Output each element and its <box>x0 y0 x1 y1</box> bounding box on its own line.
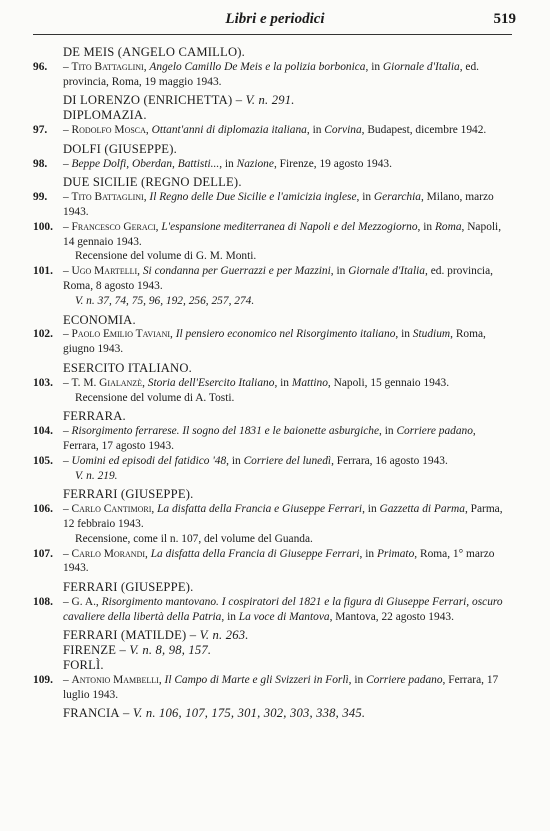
entry-note: Recensione del volume di A. Tosti. <box>75 391 235 404</box>
entry-author: Ugo Martelli <box>71 265 138 278</box>
entry-text: , in <box>356 191 374 204</box>
entry-text: – <box>63 503 72 516</box>
entry-title: Il Regno delle Due Sicilie e l'amicizia inglese <box>149 191 357 204</box>
heading-text: DOLFI (GIUSEPPE). <box>63 141 177 156</box>
heading-text: DUE SICILIE (REGNO DELLE). <box>63 175 242 190</box>
entry-title: Primato <box>376 547 415 560</box>
entry-author: Francesco Geraci <box>71 220 156 233</box>
entry-number: 99. <box>33 191 48 204</box>
entry-text: , in <box>362 503 380 516</box>
entry-author: Tito Battaglini <box>71 60 144 73</box>
entry-text: , Mantova, 22 agosto 1943. <box>329 610 454 623</box>
entry-text: , Roma, giugno 1943. <box>63 328 486 356</box>
entry-title: Ottant'anni di diplomazia italiana <box>151 123 307 136</box>
section-heading <box>63 108 508 123</box>
entry-text: – <box>63 425 72 438</box>
entry-author: Carlo Cantimori <box>71 503 152 516</box>
bibliography-entry <box>33 157 508 172</box>
bibliography-entry <box>33 123 508 138</box>
entry-text: , Napoli, 14 gennaio 1943. <box>63 220 502 248</box>
entry-title: Storia dell'Esercito Italiano <box>147 376 275 389</box>
cross-reference: V. n. 219. <box>75 469 118 482</box>
section-heading <box>63 313 508 328</box>
entry-text: – <box>63 547 72 560</box>
entry-text: , Napoli, 15 gennaio 1943. <box>327 376 450 389</box>
entry-text: , in <box>221 610 239 623</box>
cross-reference: – V. n. 291. <box>232 93 295 108</box>
bibliography-entry <box>33 327 508 357</box>
entry-note: Recensione del volume di G. M. Monti. <box>75 250 257 263</box>
entry-number: 101. <box>33 265 53 278</box>
entry-number: 108. <box>33 595 53 608</box>
entry-text: , Budapest, dicembre 1942. <box>361 123 487 136</box>
entry-text: , in <box>359 547 377 560</box>
section-heading <box>63 706 508 721</box>
page-number: 519 <box>493 11 516 27</box>
entry-title: Risorgimento mantovano. I cospiratori del 1821 e la figura di Giuseppe Ferrari, oscuro cavaliere della libertà della Patria <box>63 595 503 623</box>
section-heading <box>63 361 508 376</box>
entry-text: , in <box>226 454 244 467</box>
section-heading <box>63 580 508 595</box>
entry-text: , <box>145 547 151 560</box>
section-heading <box>63 409 508 424</box>
entry-text: , in <box>379 425 397 438</box>
entry-text: , Parma, 12 febbraio 1943. <box>63 503 503 530</box>
entry-text: , Firenze, 19 agosto 1943. <box>273 157 392 170</box>
entry-title: Nazione <box>236 157 274 170</box>
running-header <box>0 0 550 30</box>
entry-text: , Ferrara, 16 agosto 1943. <box>331 454 448 467</box>
entry-text: – <box>63 191 72 204</box>
bibliography-entry <box>33 376 508 391</box>
heading-text: FERRARA. <box>63 409 126 424</box>
entry-title: Il pensiero economico nel Risorgimento italiano <box>175 328 396 341</box>
entry-author: Tito Battaglini <box>71 191 144 204</box>
entry-text: – <box>63 60 72 73</box>
entry-text: – <box>63 123 72 136</box>
heading-text: FERRARI (GIUSEPPE). <box>63 487 194 502</box>
cross-reference: V. n. 37, 74, 75, 96, 192, 256, 257, 274. <box>75 294 255 307</box>
entry-number: 97. <box>33 123 48 136</box>
section-heading <box>63 628 508 643</box>
entry-text: , <box>145 123 152 136</box>
entry-text: , ed. provincia, Roma, 8 agosto 1943. <box>63 265 494 292</box>
entry-title: Angelo Camillo De Meis e la polizia borbonica <box>149 60 366 73</box>
entry-title: Giornale d'Italia <box>348 265 425 278</box>
section-heading <box>63 93 508 108</box>
entry-text: , Ferrara, 17 luglio 1943. <box>63 673 499 701</box>
entry-number: 102. <box>33 328 53 341</box>
entry-title: Corriere padano <box>396 425 473 438</box>
entry-text: , in <box>330 265 349 278</box>
entry-title: Risorgimento ferrarese. Il sogno del 1831 e le baionette asburgiche <box>71 425 380 438</box>
bibliography-entry <box>33 502 508 532</box>
section-heading <box>63 142 508 157</box>
entry-title: Roma <box>434 220 462 233</box>
entry-text: , Milano, marzo 1943. <box>63 191 494 218</box>
entry-text: , <box>158 673 165 686</box>
bibliography-entry <box>33 220 508 250</box>
entry-text: , in <box>417 220 435 233</box>
heading-text: DIPLOMAZIA. <box>63 108 147 123</box>
entry-number: 100. <box>33 220 53 233</box>
entry-text: , <box>155 220 162 233</box>
entry-text: , ed. provincia, Roma, 19 maggio 1943. <box>63 60 480 88</box>
entry-title: La disfatta della Francia di Giuseppe Ferrari <box>150 547 360 560</box>
entry-text: – <box>63 328 72 341</box>
entry-text: , in <box>274 376 292 389</box>
entry-text: , Roma, 1° marzo 1943. <box>63 547 495 575</box>
entry-number: 106. <box>33 503 53 516</box>
entry-title: Mattino <box>291 376 328 389</box>
entry-title: L'espansione mediterranea di Napoli e del Mezzogiorno <box>161 220 418 233</box>
bibliography-entry <box>33 424 508 454</box>
cross-reference: – V. n. 8, 98, 157. <box>116 643 212 658</box>
entry-author: T. M. Gialanzè <box>71 376 143 389</box>
entry-number: 109. <box>33 673 53 686</box>
heading-text: DI LORENZO (ENRICHETTA) <box>63 93 233 108</box>
heading-text: FERRARI (GIUSEPPE). <box>63 580 194 595</box>
entry-text: , <box>143 60 150 73</box>
entry-number: 107. <box>33 547 53 560</box>
entry-text: , in <box>306 123 325 136</box>
section-heading <box>63 658 508 673</box>
heading-text: FERRARI (MATILDE) <box>63 628 187 643</box>
entry-text: , <box>142 376 148 389</box>
heading-text: ECONOMIA. <box>63 312 136 327</box>
entry-title: Corvina <box>324 123 362 136</box>
entry-note: Recensione, come il n. 107, del volume del Guanda. <box>75 532 313 545</box>
entry-text: , in <box>348 673 367 686</box>
entry-title: Uomini ed episodi del fatidico '48 <box>71 454 227 467</box>
entry-title: Corriere padano <box>366 673 443 686</box>
entry-author: Antonio Mambelli <box>71 673 159 686</box>
section-heading <box>63 175 508 190</box>
entry-title: La disfatta della Francia e Giuseppe Ferrari <box>157 503 363 516</box>
entry-number: 105. <box>33 454 53 467</box>
heading-text: FORLÌ. <box>63 658 104 673</box>
entry-title: Corriere del lunedì <box>243 454 332 467</box>
entry-title: La voce di Mantova <box>238 610 330 623</box>
bibliography-entry <box>33 60 508 90</box>
bibliography-entry <box>33 264 508 294</box>
section-heading <box>63 643 508 658</box>
entry-author: Paolo Emilio Taviani <box>71 328 171 341</box>
bibliography-entry <box>33 595 508 625</box>
entry-text: – <box>63 265 72 278</box>
running-title: Libri e periodici <box>225 11 325 27</box>
entry-text: , in <box>365 60 383 73</box>
entry-text: – <box>63 157 72 170</box>
entry-number: 103. <box>33 376 53 389</box>
entry-text: , <box>137 265 143 278</box>
bibliography-list <box>33 45 508 721</box>
entry-text: – <box>63 595 72 608</box>
bibliography-entry <box>33 673 508 703</box>
entry-text: , <box>143 191 150 204</box>
entry-text: – <box>63 673 72 686</box>
entry-text: , <box>151 503 158 516</box>
entry-text: – <box>63 220 72 233</box>
heading-text: DE MEIS (ANGELO CAMILLO). <box>63 45 245 59</box>
entry-text: , <box>170 328 176 341</box>
entry-text: , Ferrara, 17 agosto 1943. <box>63 425 476 452</box>
header-rule <box>33 34 512 35</box>
entry-text: – <box>63 454 72 467</box>
bibliography-entry <box>33 454 508 469</box>
entry-title: Gerarchia <box>373 191 421 204</box>
entry-title: Beppe Dolfi, Oberdan, Battisti... <box>71 157 220 170</box>
entry-text: – <box>63 376 72 389</box>
entry-author: Rodolfo Mosca <box>71 123 146 136</box>
entry-title: Giornale d'Italia <box>382 60 460 73</box>
entry-title: Il Campo di Marte e gli Svizzeri in Forlì <box>164 673 349 686</box>
entry-title: Si condanna per Guerrazzi e per Mazzini <box>142 265 331 278</box>
entry-author: G. A. <box>71 595 96 608</box>
heading-text: ESERCITO ITALIANO. <box>63 360 192 375</box>
entry-title: Studium <box>412 328 451 341</box>
entry-text: , in <box>395 328 413 341</box>
entry-title: Gazzetta di Parma <box>379 503 465 516</box>
section-heading <box>63 45 508 60</box>
entry-number: 98. <box>33 157 48 170</box>
cross-reference: – V. n. 106, 107, 175, 301, 302, 303, 338, 345. <box>119 706 366 721</box>
cross-reference: – V. n. 263. <box>186 628 249 643</box>
entry-number: 96. <box>33 60 48 73</box>
section-heading <box>63 487 508 502</box>
heading-text: FRANCIA <box>63 706 120 721</box>
entry-author: Carlo Morandi <box>71 547 146 560</box>
entry-number: 104. <box>33 425 53 438</box>
entry-text: , in <box>219 157 237 170</box>
heading-text: FIRENZE <box>63 643 117 658</box>
bibliography-entry <box>33 190 508 220</box>
bibliography-entry <box>33 547 508 577</box>
entry-text: , <box>95 595 102 608</box>
